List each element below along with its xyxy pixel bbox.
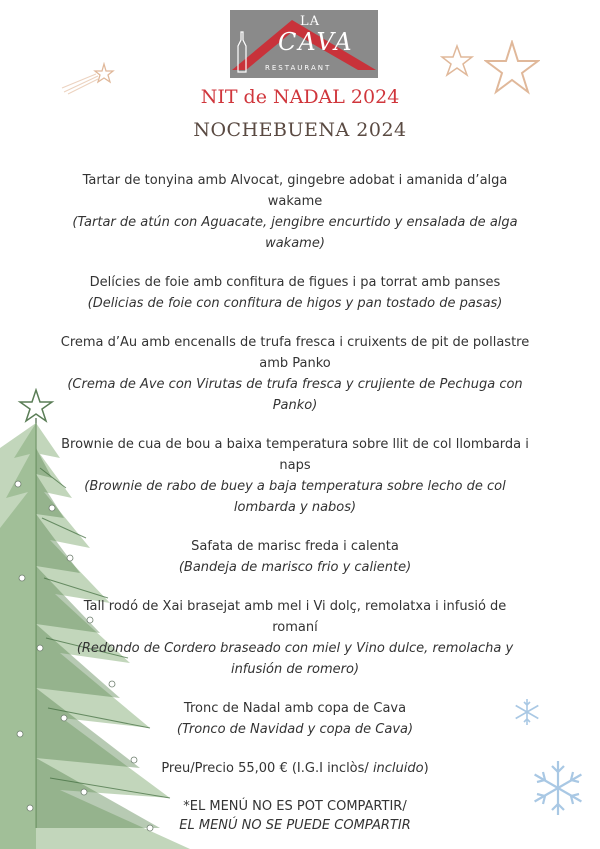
dish-name-spanish: (Bandeja de marisco frio y caliente) [178, 560, 412, 575]
dish-item [60, 536, 530, 578]
restaurant-logo [230, 10, 378, 78]
notice-spanish: EL MENÚ NO SE PUEDE COMPARTIR [179, 818, 411, 833]
menu-list [60, 170, 530, 835]
price-close: ) [423, 761, 429, 776]
dish-name-spanish: (Crema de Ave con Virutas de trufa fresca y crujiente de Pechuga con Panko) [67, 377, 523, 413]
logo-text-main: CAVA [278, 28, 354, 56]
dish-name-catalan: Delícies de foie amb confitura de figues i pa torrat amb panses [89, 275, 501, 290]
dish-name-spanish: (Tronco de Navidad y copa de Cava) [176, 722, 414, 737]
notice-catalan: *EL MENÚ NO ES POT COMPARTIR/ [183, 799, 407, 814]
dish-name-spanish: (Redondo de Cordero braseado con miel y Vino dulce, remolacha y infusión de romero) [76, 641, 514, 677]
dish-item [60, 272, 530, 314]
price-included: incluido [372, 761, 424, 776]
dish-item [60, 596, 530, 680]
snowflake-icon [528, 758, 588, 818]
title-catalan: NIT de NADAL 2024 [200, 86, 400, 108]
dish-name-catalan: Crema d’Au amb encenalls de trufa fresca i cruixents de pit de pollastre amb Panko [60, 335, 530, 371]
dish-name-catalan: Tartar de tonyina amb Alvocat, gingebre adobat i amanida d’alga wakame [82, 173, 508, 209]
dish-name-spanish: (Brownie de rabo de buey a baja temperatura sobre lecho de col lombarda y nabos) [84, 479, 506, 515]
logo-text-top: LA [300, 14, 321, 29]
sharing-notice [60, 797, 530, 835]
dish-item [60, 332, 530, 416]
dish-name-spanish: (Delicias de foie con confitura de higos y pan tostado de pasas) [87, 296, 503, 311]
dish-item [60, 170, 530, 254]
dish-name-catalan: Safata de marisc freda i calenta [191, 539, 399, 554]
dish-name-catalan: Brownie de cua de bou a baixa temperatura sobre llit de col llombarda i naps [61, 437, 529, 473]
dish-item [60, 698, 530, 740]
dish-name-catalan: Tall rodó de Xai brasejat amb mel i Vi dolç, remolatxa i infusió de romaní [83, 599, 507, 635]
star-icon [440, 44, 474, 78]
dish-name-catalan: Tronc de Nadal amb copa de Cava [183, 701, 407, 716]
dish-name-spanish: (Tartar de atún con Aguacate, jengibre encurtido y ensalada de alga wakame) [72, 215, 518, 251]
title-spanish: NOCHEBUENA 2024 [193, 119, 407, 141]
price-line [60, 758, 530, 779]
logo-text-sub: RESTAURANT [265, 64, 332, 72]
price-text: Preu/Precio 55,00 € (I.G.I inclòs/ [161, 761, 373, 776]
dish-item [60, 434, 530, 518]
